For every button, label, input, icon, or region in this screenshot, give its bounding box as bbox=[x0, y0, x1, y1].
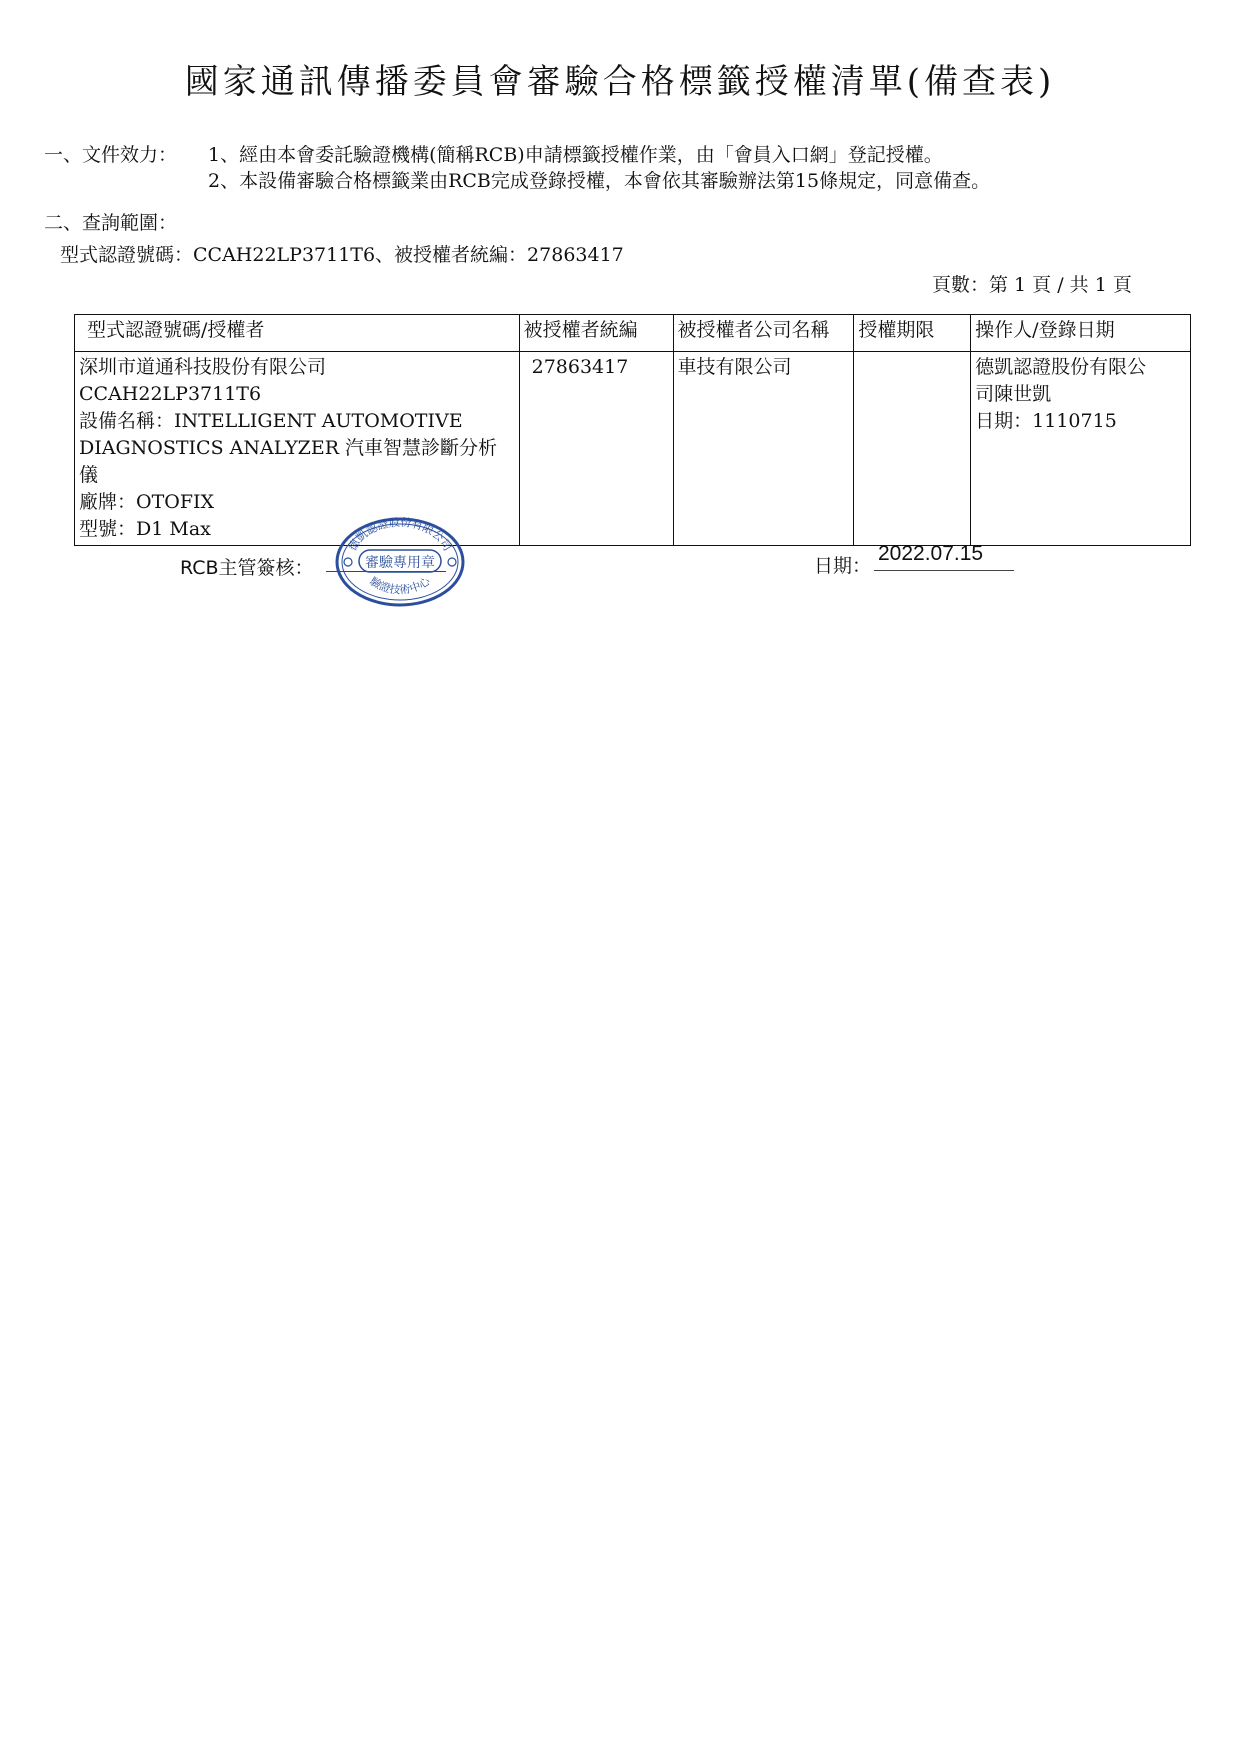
header-authorization-period: 授權期限 bbox=[854, 315, 971, 352]
stamp-bottom-text: 驗證技術中心 bbox=[367, 574, 433, 597]
svg-text:德凱認證股份有限公司 bbox=[346, 516, 454, 553]
licensee-company: 車技有限公司 bbox=[677, 356, 792, 378]
header-licensee-tax-id: 被授權者統編 bbox=[519, 315, 673, 352]
section2-label: 二、查詢範圍： bbox=[44, 212, 178, 234]
cell-licensee-company bbox=[673, 352, 854, 546]
svg-text:驗證技術中心 bbox=[367, 574, 434, 597]
query-scope: 型式認證號碼：CCAH22LP3711T6、被授權者統編：27863417 bbox=[60, 244, 624, 266]
signoff-date-value: 2022.07.15 bbox=[878, 542, 984, 565]
header-licensee-company: 被授權者公司名稱 bbox=[673, 315, 854, 352]
operator-line-2: 司陳世凱 bbox=[975, 383, 1052, 405]
section1-line-1: 1、經由本會委託驗證機構(簡稱RCB)申請標籤授權作業，由「會員入口網」登記授權。 bbox=[208, 144, 943, 166]
signoff-date-label: 日期： bbox=[814, 555, 872, 577]
page-count: 頁數：第 1 頁 / 共 1 頁 bbox=[932, 274, 1132, 296]
authorization-table bbox=[74, 314, 1191, 546]
registration-date: 日期：1110715 bbox=[975, 410, 1117, 432]
operator-line-1: 德凱認證股份有限公 bbox=[975, 356, 1147, 378]
device-name-line-2: DIAGNOSTICS ANALYZER 汽車智慧診斷分析儀 bbox=[79, 437, 498, 486]
stamp-outer-text: 德凱認證股份有限公司 bbox=[345, 516, 455, 554]
licensor-name: 深圳市道通科技股份有限公司 bbox=[79, 356, 327, 378]
header-operator-date: 操作人/登錄日期 bbox=[971, 315, 1191, 352]
header-cert-no-licensor: 型式認證號碼/授權者 bbox=[75, 315, 520, 352]
date-signature-line bbox=[874, 570, 1014, 571]
cell-operator-date bbox=[971, 352, 1191, 546]
device-name-line-1: 設備名稱：INTELLIGENT AUTOMOTIVE bbox=[79, 410, 463, 432]
table-header-row bbox=[75, 315, 1191, 352]
section1-line-2: 2、本設備審驗合格標籤業由RCB完成登錄授權，本會依其審驗辦法第15條規定，同意備查。 bbox=[208, 170, 991, 192]
table-row bbox=[75, 352, 1191, 546]
cert-number: CCAH22LP3711T6 bbox=[79, 383, 262, 405]
document-title: 國家通訊傳播委員會審驗合格標籤授權清單(備查表) bbox=[184, 62, 1056, 102]
stamp-center-text: 審驗專用章 bbox=[365, 555, 435, 571]
rcb-signoff-label: RCB主管簽核： bbox=[180, 557, 314, 579]
licensee-tax-id: 27863417 bbox=[531, 356, 629, 378]
section1-label: 一、文件效力： bbox=[44, 144, 178, 166]
brand: 廠牌：OTOFIX bbox=[79, 491, 215, 513]
cell-authorization-period bbox=[854, 352, 971, 546]
cell-licensee-tax-id bbox=[519, 352, 673, 546]
review-seal-stamp bbox=[333, 516, 467, 608]
model: 型號：D1 Max bbox=[79, 518, 211, 540]
